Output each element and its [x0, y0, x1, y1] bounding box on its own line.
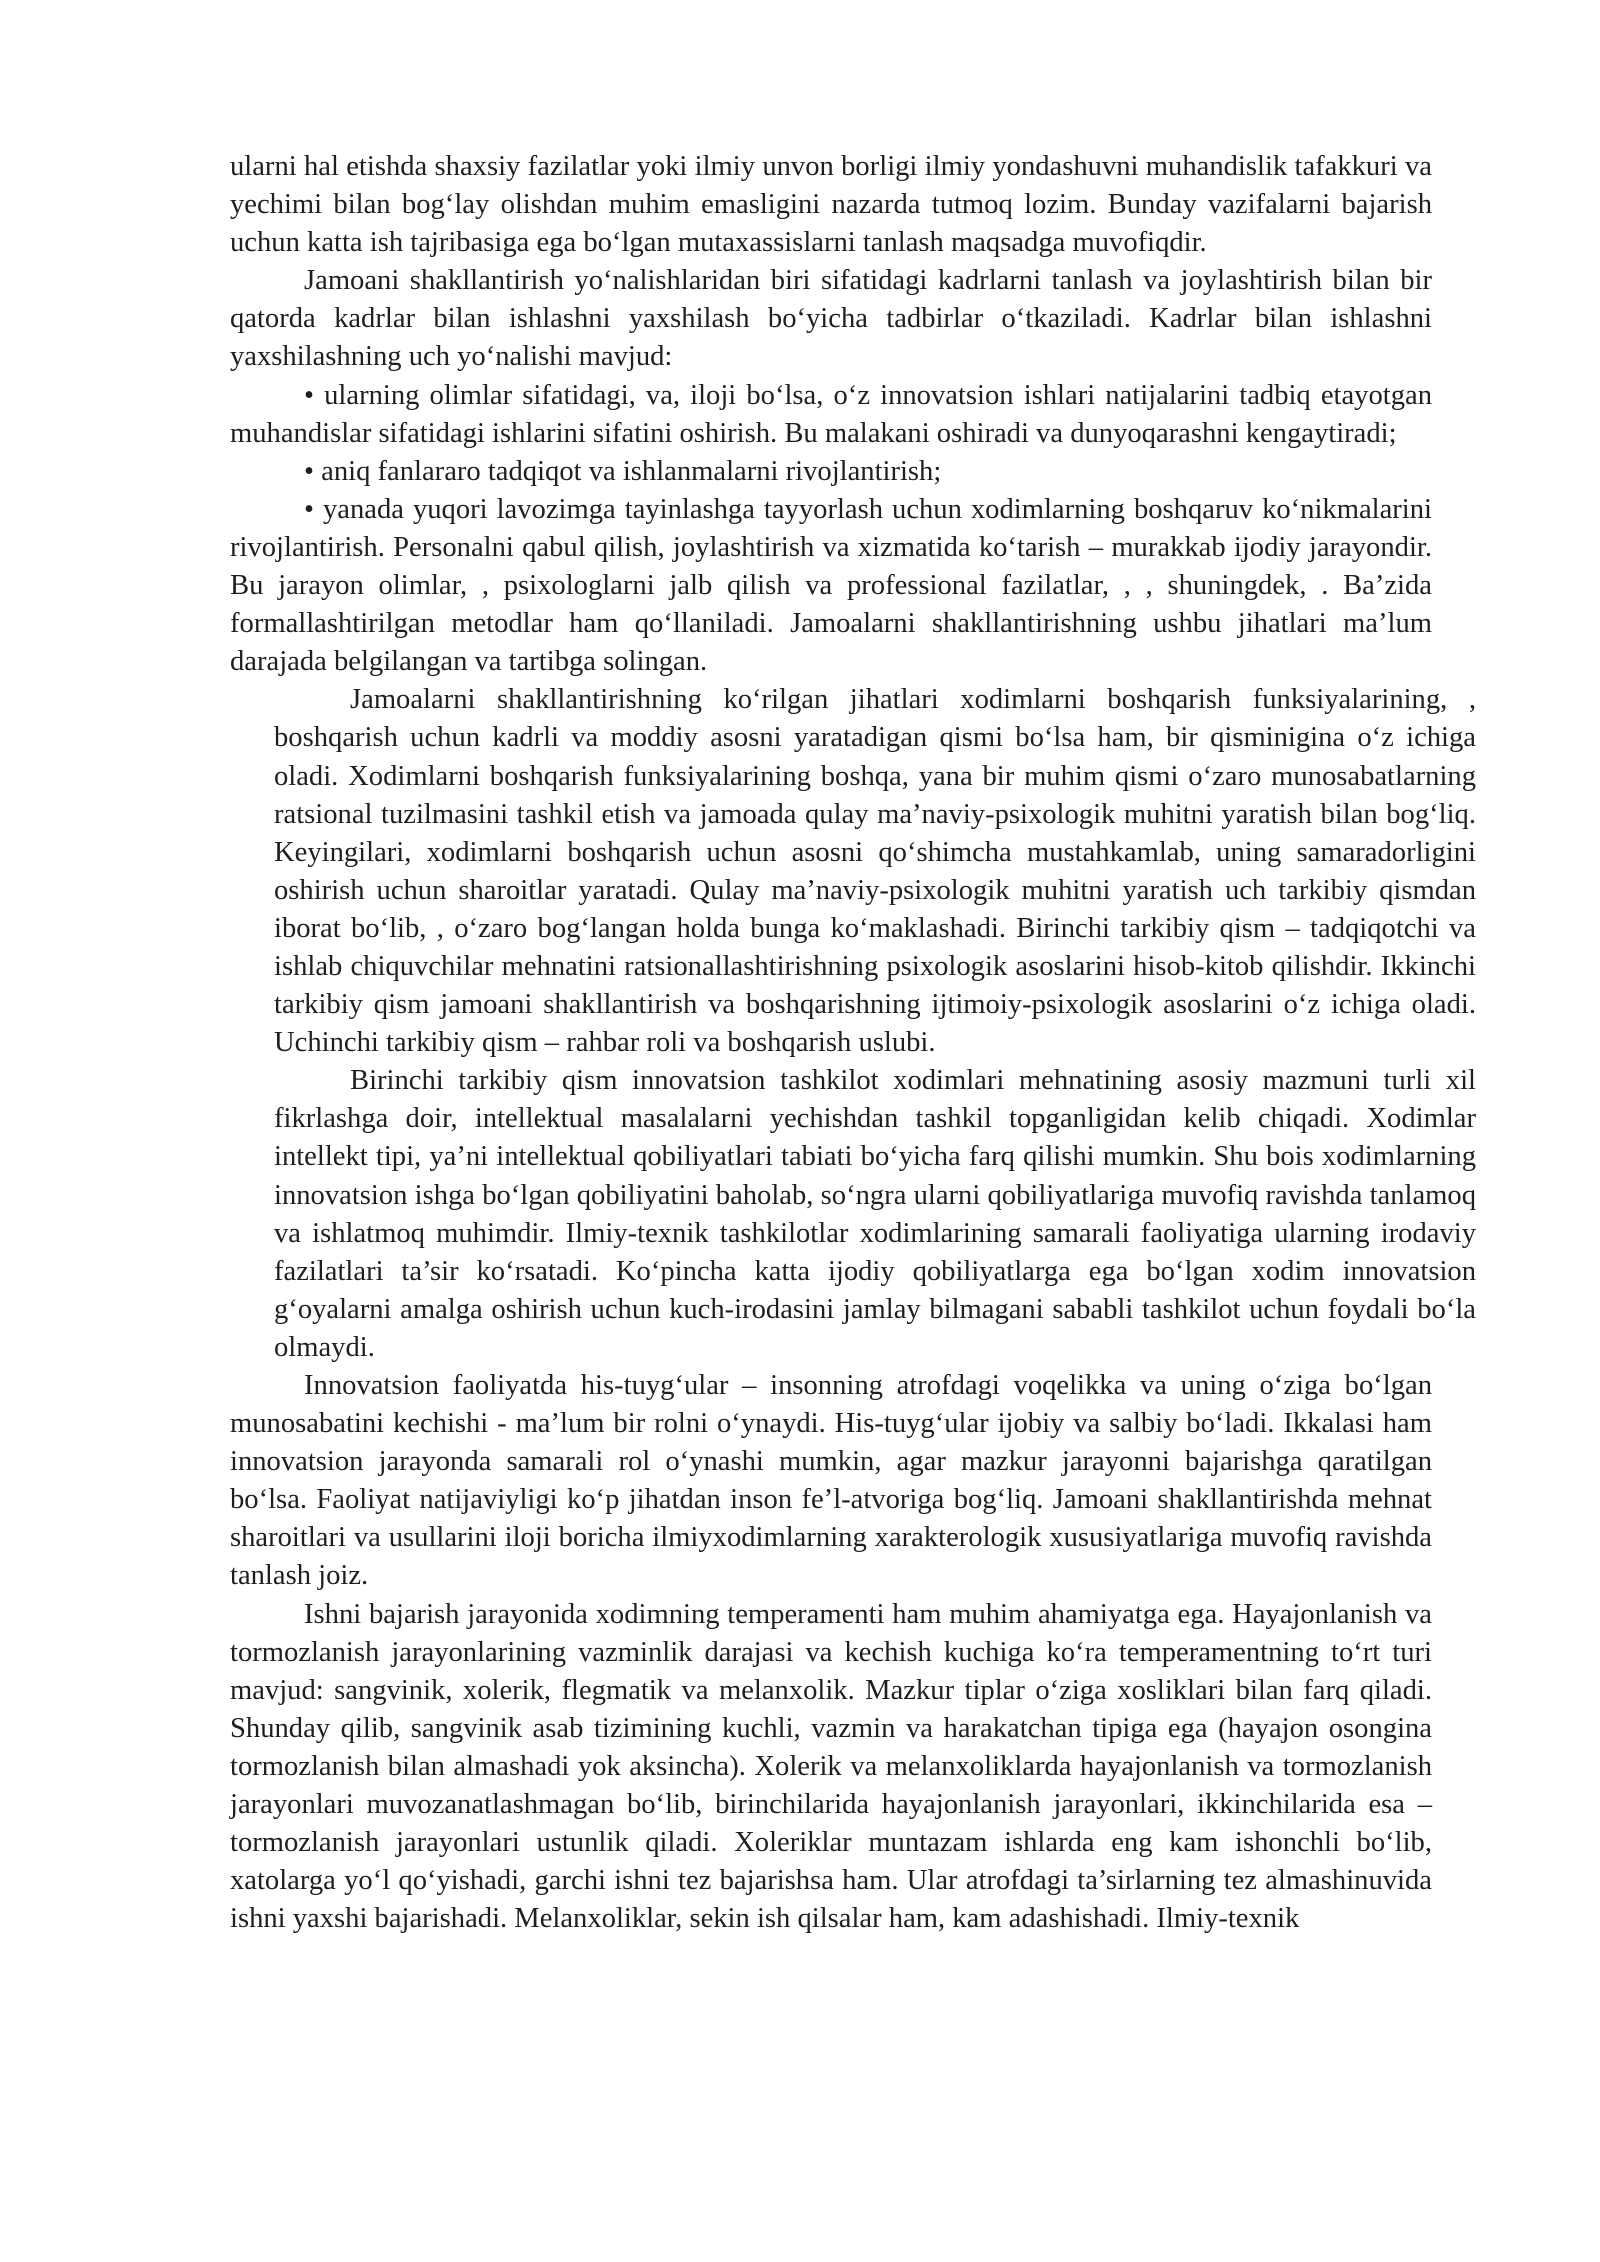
paragraph-temperament: Ishni bajarish jarayonida xodimning temperamenti ham muhim ahamiyatga ega. Hayajonlanish va tormozlanish jarayonlarining vazminlik darajasi va kechish kuchiga ko‘ra temperamentning to‘rt turi mavjud: sangvinik, xolerik, flegmatik va melanxolik. Mazkur tiplar o‘ziga xosliklari bilan farq qiladi. Shunday qilib, sangvinik asab tizimining kuchli, vazmin va harakatchan tipiga ega (hayajon osongina tormozlanish bilan almashadi yok aksincha). Xolerik va melanxoliklarda hayajonlanish va tormozlanish jarayonlari muvozanatlashmagan bo‘lib, birinchilarida hayajonlanish jarayonlari, ikkinchilarida esa – tormozlanish jarayonlari ustunlik qiladi. Xoleriklar muntazam ishlarda eng kam ishonchli bo‘lib, xatolarga yo‘l qo‘yishadi, garchi ishni tez bajarishsa ham. Ular atrofdagi ta’sirlarning tez almashinuvida ishni yaxshi bajarishadi. Melanxoliklar, sekin ish qilsalar ham, kam adashishadi. Ilmiy-texnik	[230, 1598, 1432, 1935]
paragraph-team-aspects: Jamoalarni shakllantirishning ko‘rilgan jihatlari xodimlarni boshqarish funksiyalarining, , boshqarish uchun kadrli va moddiy asosni yaratadigan qismi bo‘lsa ham, bir qisminigina o‘z ichiga oladi. Xodimlarni boshqarish funksiyalarining boshqa, yana bir muhim qismi o‘zaro munosabatlarning ratsional tuzilmasini tashkil etish va jamoada qulay ma’naviy-psixologik muhitni yaratish bilan bog‘liq. Keyingilari, xodimlarni boshqarish uchun asosni qo‘shimcha mustahkamlab, uning samaradorligini oshirish uchun sharoitlar yaratadi. Qulay ma’naviy-psixologik muhitni yaratish uch tarkibiy qismdan iborat bo‘lib, , o‘zaro bog‘langan holda bunga ko‘maklashadi. Birinchi tarkibiy qism – tadqiqotchi va ishlab chiquvchilar mehnatini ratsionallashtirishning psixologik asoslarini hisob-kitob qilishdir. Ikkinchi tarkibiy qism jamoani shakllantirish va boshqarishning ijtimoiy-psixologik asoslarini o‘z ichiga oladi. Uchinchi tarkibiy qism – rahbar roli va boshqarish uslubi.	[274, 684, 1476, 1059]
bullet-item-interdisciplinary: • aniq fanlararo tadqiqot va ishlanmalarni rivojlantirish;	[304, 455, 942, 487]
body-text	[230, 148, 1476, 1938]
bullet-item-quality: • ularning olimlar sifatidagi, va, iloji bo‘lsa, o‘z innovatsion ishlari natijalarini tadbiq etayotgan muhandislar sifatidagi ishlarini sifatini oshirish. Bu malakani oshiradi va dunyoqarashni kengaytiradi;	[230, 379, 1432, 449]
paragraph-first-component: Birinchi tarkibiy qism innovatsion tashkilot xodimlari mehnatining asosiy mazmuni turli xil fikrlashga doir, intellektual masalalarni yechishdan tashkil topganligidan kelib chiqadi. Xodimlar intellekt tipi, ya’ni intellektual qobiliyatlari tabiati bo‘yicha farq qilishi mumkin. Shu bois xodimlarning innovatsion ishga bo‘lgan qobiliyatini baholab, so‘ngra ularni qobiliyatlariga muvofiq ravishda tanlamoq va ishlatmoq muhimdir. Ilmiy-texnik tashkilotlar xodimlarining samarali faoliyatiga ularning irodaviy fazilatlari ta’sir ko‘rsatadi. Ko‘pincha katta ijodiy qobiliyatlarga ega bo‘lgan xodim innovatsion g‘oyalarni amalga oshirish uchun kuch-irodasini jamlay bilmagani sababli tashkilot uchun foydali bo‘la olmaydi.	[274, 1065, 1476, 1363]
paragraph-emotions: Innovatsion faoliyatda his-tuyg‘ular – insonning atrofdagi voqelikka va uning o‘ziga bo‘lgan munosabatini kechishi - ma’lum bir rolni o‘ynaydi. His-tuyg‘ular ijobiy va salbiy bo‘ladi. Ikkalasi ham innovatsion jarayonda samarali rol o‘ynashi mumkin, agar mazkur jarayonni bajarishga qaratilgan bo‘lsa. Faoliyat natijaviyligi ko‘p jihatdan inson fe’l-atvoriga bog‘liq. Jamoani shakllantirishda mehnat sharoitlari va usullarini iloji boricha ilmiyxodimlarning xarakterologik xususiyatlariga muvofiq ravishda tanlash joiz.	[230, 1370, 1432, 1592]
bullet-item-management-skills: • yanada yuqori lavozimga tayinlashga tayyorlash uchun xodimlarning boshqaruv ko‘nikmalarini rivojlantirish. Personalni qabul qilish, joylashtirish va xizmatida ko‘tarish – murakkab ijodiy jarayondir. Bu jarayon olimlar, , psixologlarni jalb qilish va professional fazilatlar, , , shuningdek, . Ba’zida formallashtirilgan metodlar ham qo‘llaniladi. Jamoalarni shakllantirishning ushbu jihatlari ma’lum darajada belgilangan va tartibga solingan.	[230, 493, 1432, 678]
paragraph-continuation: ularni hal etishda shaxsiy fazilatlar yoki ilmiy unvon borligi ilmiy yondashuvni muhandislik tafakkuri va yechimi bilan bog‘lay olishdan muhim emasligini nazarda tutmoq lozim. Bunday vazifalarni bajarish uchun katta ish tajribasiga ega bo‘lgan mutaxassislarni tanlash maqsadga muvofiqdir.	[230, 151, 1432, 259]
paragraph-team-formation: Jamoani shakllantirish yo‘nalishlaridan biri sifatidagi kadrlarni tanlash va joylashtirish bilan bir qatorda kadrlar bilan ishlashni yaxshilash bo‘yicha tadbirlar o‘tkaziladi. Kadrlar bilan ishlashni yaxshilashning uch yo‘nalishi mavjud:	[230, 265, 1432, 373]
